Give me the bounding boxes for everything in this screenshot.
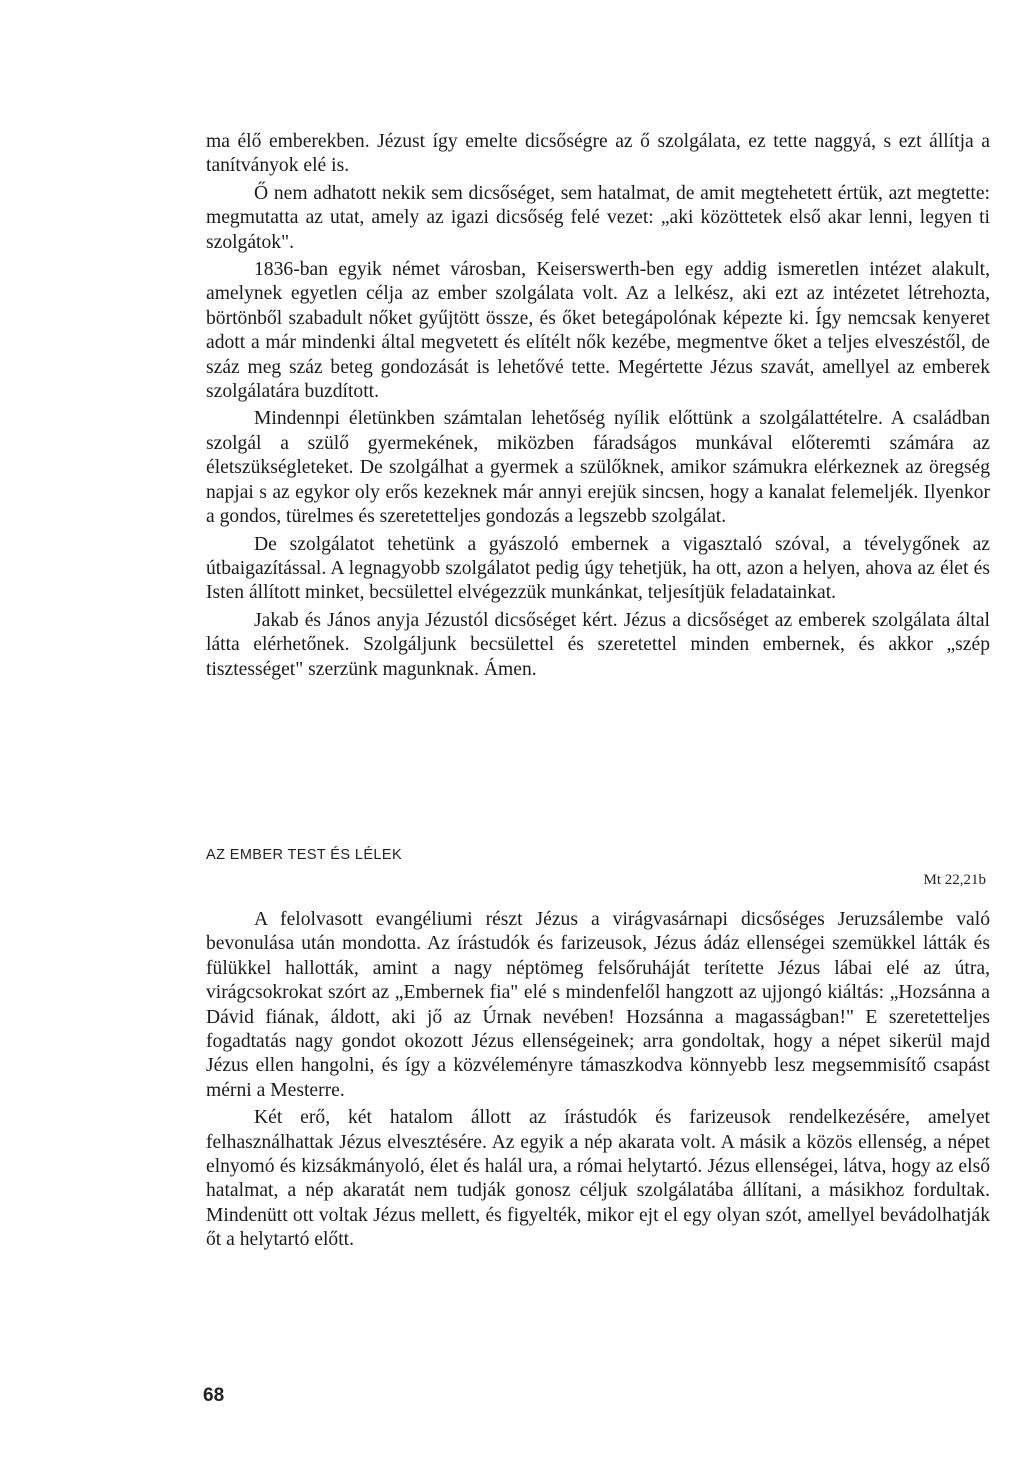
page-number: 68 <box>203 1385 225 1406</box>
paragraph: Ő nem adhatott nekik sem dicsőséget, sem hatalmat, de amit megtehetett értük, azt megtette: megmutatta az utat, amely az igazi dicsőség felé vezet: „aki közöttetek első akar lenni, legyen ti szolgátok". <box>206 182 990 253</box>
sermon-body <box>206 908 990 1253</box>
scripture-reference: Mt 22,21b <box>923 872 986 888</box>
paragraph: Két erő, két hatalom állott az írástudók és farizeusok rendelkezésére, amelyet felhasználhattak Jézus elvesztésére. Az egyik a nép akarata volt. A másik a közös ellenség, a népet elnyomó és kizsákmányoló, élet és halál ura, a római helytartó. Jézus ellenségei, látva, hogy az első hatalmat, a nép akaratát nem tudják gonosz céljuk szolgálatába állítani, a másikhoz fordultak. Mindenütt ott voltak Jézus mellett, és figyelték, mikor ejt el egy olyan szót, amellyel bevádolhatják őt a helytartó előtt. <box>206 1107 990 1251</box>
paragraph: A felolvasott evangéliumi részt Jézus a virágvasárnapi dicsőséges Jeruzsálembe való bevonulása után mondotta. Az írástudók és farizeusok, Jézus ádáz ellenségei szemükkel látták és fülükkel hallották, amint a nagy néptömeg felsőruháját terítette Jézus lábai elé az útra, virágcsokrokat szórt az „Embernek fia" elé s mindenfelől hangzott az ujjongó kiáltás: „Hozsánna a Dávid fiának, áldott, aki jő az Úrnak nevében! Hozsánna a magasságban!" E szeretetteljes fogadtatás nagy gondot okozott Jézus ellenségeinek; arra gondoltak, hogy a népet sikerül majd Jézus ellen hangolni, és így a közvéleményre támaszkodva könnyebb lesz megsemmisítő csapást mérni a Mesterre. <box>206 909 990 1101</box>
paragraph: ma élő emberekben. Jézust így emelte dicsőségre az ő szolgálata, ez tette naggyá, s ezt állítja a tanítványok elé is. <box>206 131 990 177</box>
paragraph: Mindennpi életünkben számtalan lehetőség nyílik előttünk a szolgálattételre. A családban szolgál a szülő gyermekének, miközben fáradságos munkával előteremti számára az életszükségleteket. De szolgálhat a gyermek a szülőknek, amikor számukra elérkeznek az öregség napjai s az egykor oly erős kezeknek már annyi erejük sincsen, hogy a kanalat felemeljék. Ilyenkor a gondos, türelmes és szeretetteljes gondozás a legszebb szolgálat. <box>206 408 990 528</box>
paragraph: 1836-ban egyik német városban, Keiserswerth-ben egy addig ismeretlen intézet alakult, amelynek egyetlen célja az ember szolgálata volt. Az a lelkész, aki ezt az intézetet létrehozta, börtönből szabadult nőket gyűjtött össze, és őket betegápolónak képezte ki. Így nemcsak kenyeret adott a már mindenki által megvetett és elítélt nők kezébe, megmentve őket a teljes elveszéstől, de száz meg száz beteg gondozását is lehetővé tette. Megértette Jézus szavát, amellyel az emberek szolgálatára buzdított. <box>206 259 990 403</box>
paragraph: Jakab és János anyja Jézustól dicsőséget kért. Jézus a dicsőséget az emberek szolgálata által látta elérhetőnek. Szolgáljunk becsülettel és szeretettel minden embernek, és akkor „szép tisztességet" szerzünk magunknak. Ámen. <box>206 609 990 680</box>
sermon-continuation <box>206 130 990 682</box>
paragraph: De szolgálatot tehetünk a gyászoló embernek a vigasztaló szóval, a tévelygőnek az útbaigazítással. A legnagyobb szolgálatot pedig úgy tehetjük, ha ott, azon a helyen, ahova az élet és Isten állított minket, becsülettel elvégezzük munkánkat, teljesítjük feladatainkat. <box>206 533 990 604</box>
section-heading: AZ EMBER TEST ÉS LÉLEK <box>206 847 403 863</box>
